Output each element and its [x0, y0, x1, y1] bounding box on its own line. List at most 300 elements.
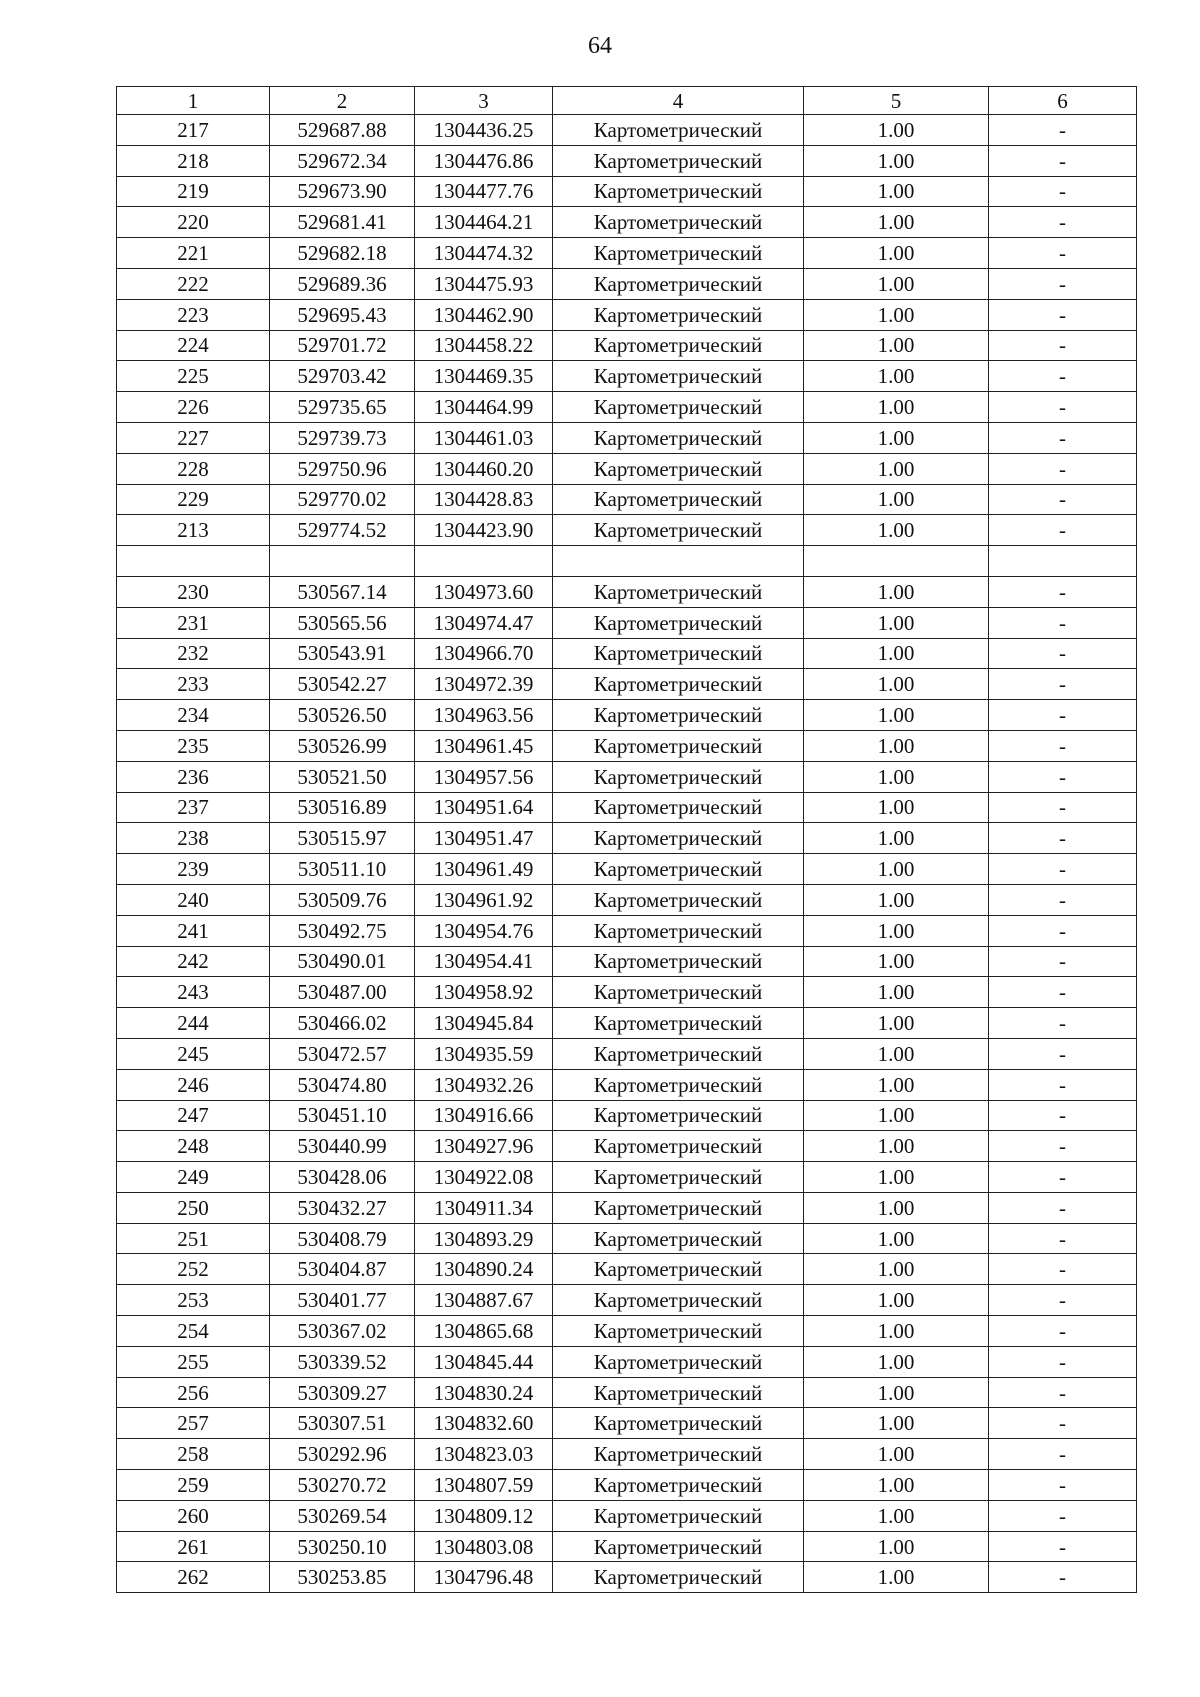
x-coordinate-cell: 529672.34: [270, 145, 415, 176]
accuracy-cell: 1.00: [804, 392, 989, 423]
accuracy-cell: 1.00: [804, 1100, 989, 1131]
y-coordinate-cell: 1304464.21: [415, 207, 553, 238]
accuracy-cell: 1.00: [804, 669, 989, 700]
table-row: [117, 915, 1137, 946]
x-coordinate-cell: 530474.80: [270, 1069, 415, 1100]
table-row: [117, 792, 1137, 823]
x-coordinate-cell: 530339.52: [270, 1346, 415, 1377]
description-cell: -: [989, 515, 1137, 546]
table-row: [117, 638, 1137, 669]
y-coordinate-cell: 1304423.90: [415, 515, 553, 546]
x-coordinate-cell: 530404.87: [270, 1254, 415, 1285]
accuracy-cell: 1.00: [804, 268, 989, 299]
point-number-cell: 235: [117, 730, 270, 761]
description-cell: -: [989, 823, 1137, 854]
table-row: [117, 1316, 1137, 1347]
description-cell: -: [989, 145, 1137, 176]
point-number-cell: 232: [117, 638, 270, 669]
x-coordinate-cell: 530567.14: [270, 576, 415, 607]
table-row: [117, 761, 1137, 792]
method-cell: Картометрический: [553, 1131, 804, 1162]
y-coordinate-cell: 1304951.47: [415, 823, 553, 854]
y-coordinate-cell: 1304462.90: [415, 299, 553, 330]
point-number-cell: 262: [117, 1562, 270, 1593]
table-row: [117, 1131, 1137, 1162]
x-coordinate-cell: 530521.50: [270, 761, 415, 792]
x-coordinate-cell: 530542.27: [270, 669, 415, 700]
method-cell: Картометрический: [553, 1316, 804, 1347]
point-number-cell: 213: [117, 515, 270, 546]
accuracy-cell: 1.00: [804, 946, 989, 977]
method-cell: Картометрический: [553, 145, 804, 176]
accuracy-cell: 1.00: [804, 1131, 989, 1162]
table-row: [117, 145, 1137, 176]
y-coordinate-cell: 1304932.26: [415, 1069, 553, 1100]
table-row: [117, 422, 1137, 453]
y-coordinate-cell: 1304890.24: [415, 1254, 553, 1285]
point-number-cell: 256: [117, 1377, 270, 1408]
table-header-row: [117, 87, 1137, 115]
table-row: [117, 1069, 1137, 1100]
method-cell: Картометрический: [553, 1408, 804, 1439]
point-number-cell: 221: [117, 238, 270, 269]
point-number-cell: 223: [117, 299, 270, 330]
point-number-cell: 222: [117, 268, 270, 299]
method-cell: Картометрический: [553, 1531, 804, 1562]
y-coordinate-cell: 1304796.48: [415, 1562, 553, 1593]
description-cell: -: [989, 115, 1137, 146]
table-row: [117, 207, 1137, 238]
x-coordinate-cell: 530516.89: [270, 792, 415, 823]
y-coordinate-cell: 1304951.64: [415, 792, 553, 823]
y-coordinate-cell: 1304893.29: [415, 1223, 553, 1254]
accuracy-cell: 1.00: [804, 145, 989, 176]
y-coordinate-cell: 1304961.92: [415, 884, 553, 915]
point-number-cell: [117, 546, 270, 577]
method-cell: Картометрический: [553, 515, 804, 546]
x-coordinate-cell: 529687.88: [270, 115, 415, 146]
method-cell: Картометрический: [553, 1346, 804, 1377]
method-cell: Картометрический: [553, 669, 804, 700]
table-row: [117, 1562, 1137, 1593]
x-coordinate-cell: 530565.56: [270, 607, 415, 638]
point-number-cell: 228: [117, 453, 270, 484]
column-header-4: 4: [553, 87, 804, 115]
y-coordinate-cell: 1304957.56: [415, 761, 553, 792]
point-number-cell: 260: [117, 1500, 270, 1531]
point-number-cell: 239: [117, 854, 270, 885]
description-cell: [989, 546, 1137, 577]
x-coordinate-cell: 529681.41: [270, 207, 415, 238]
point-number-cell: 231: [117, 607, 270, 638]
point-number-cell: 230: [117, 576, 270, 607]
accuracy-cell: 1.00: [804, 607, 989, 638]
table-row: [117, 977, 1137, 1008]
table-row: [117, 1346, 1137, 1377]
description-cell: -: [989, 1131, 1137, 1162]
point-number-cell: 251: [117, 1223, 270, 1254]
table-row: [117, 823, 1137, 854]
table-row: [117, 361, 1137, 392]
column-header-1: 1: [117, 87, 270, 115]
y-coordinate-cell: 1304460.20: [415, 453, 553, 484]
table-row: [117, 176, 1137, 207]
x-coordinate-cell: 530543.91: [270, 638, 415, 669]
accuracy-cell: 1.00: [804, 915, 989, 946]
method-cell: Картометрический: [553, 1038, 804, 1069]
point-number-cell: 255: [117, 1346, 270, 1377]
accuracy-cell: 1.00: [804, 207, 989, 238]
x-coordinate-cell: 530250.10: [270, 1531, 415, 1562]
description-cell: -: [989, 1285, 1137, 1316]
x-coordinate-cell: 530515.97: [270, 823, 415, 854]
description-cell: -: [989, 176, 1137, 207]
y-coordinate-cell: 1304469.35: [415, 361, 553, 392]
accuracy-cell: 1.00: [804, 1285, 989, 1316]
x-coordinate-cell: 529750.96: [270, 453, 415, 484]
description-cell: -: [989, 730, 1137, 761]
accuracy-cell: 1.00: [804, 330, 989, 361]
x-coordinate-cell: 530487.00: [270, 977, 415, 1008]
accuracy-cell: 1.00: [804, 115, 989, 146]
description-cell: -: [989, 607, 1137, 638]
table-row: [117, 1439, 1137, 1470]
method-cell: Картометрический: [553, 1562, 804, 1593]
x-coordinate-cell: 529673.90: [270, 176, 415, 207]
method-cell: Картометрический: [553, 1008, 804, 1039]
y-coordinate-cell: 1304464.99: [415, 392, 553, 423]
method-cell: Картометрический: [553, 453, 804, 484]
method-cell: Картометрический: [553, 392, 804, 423]
x-coordinate-cell: 530526.50: [270, 700, 415, 731]
point-number-cell: 249: [117, 1162, 270, 1193]
x-coordinate-cell: 530432.27: [270, 1192, 415, 1223]
x-coordinate-cell: 530269.54: [270, 1500, 415, 1531]
method-cell: Картометрический: [553, 1162, 804, 1193]
y-coordinate-cell: 1304458.22: [415, 330, 553, 361]
accuracy-cell: 1.00: [804, 1408, 989, 1439]
y-coordinate-cell: 1304428.83: [415, 484, 553, 515]
y-coordinate-cell: 1304927.96: [415, 1131, 553, 1162]
table-row: [117, 1038, 1137, 1069]
x-coordinate-cell: [270, 546, 415, 577]
y-coordinate-cell: 1304911.34: [415, 1192, 553, 1223]
table-row: [117, 1531, 1137, 1562]
x-coordinate-cell: 529770.02: [270, 484, 415, 515]
table-row: [117, 1254, 1137, 1285]
description-cell: -: [989, 238, 1137, 269]
method-cell: Картометрический: [553, 115, 804, 146]
y-coordinate-cell: 1304845.44: [415, 1346, 553, 1377]
y-coordinate-cell: 1304966.70: [415, 638, 553, 669]
accuracy-cell: 1.00: [804, 854, 989, 885]
point-number-cell: 225: [117, 361, 270, 392]
description-cell: -: [989, 915, 1137, 946]
accuracy-cell: 1.00: [804, 700, 989, 731]
y-coordinate-cell: 1304972.39: [415, 669, 553, 700]
method-cell: Картометрический: [553, 361, 804, 392]
table-row: [117, 1500, 1137, 1531]
point-number-cell: 247: [117, 1100, 270, 1131]
method-cell: Картометрический: [553, 607, 804, 638]
x-coordinate-cell: 530492.75: [270, 915, 415, 946]
method-cell: Картометрический: [553, 823, 804, 854]
point-number-cell: 257: [117, 1408, 270, 1439]
method-cell: Картометрический: [553, 1439, 804, 1470]
x-coordinate-cell: 530408.79: [270, 1223, 415, 1254]
description-cell: -: [989, 1192, 1137, 1223]
point-number-cell: 238: [117, 823, 270, 854]
accuracy-cell: 1.00: [804, 176, 989, 207]
column-header-5: 5: [804, 87, 989, 115]
table-row: [117, 1162, 1137, 1193]
table-row: [117, 700, 1137, 731]
point-number-cell: 253: [117, 1285, 270, 1316]
description-cell: -: [989, 1223, 1137, 1254]
method-cell: Картометрический: [553, 638, 804, 669]
column-header-2: 2: [270, 87, 415, 115]
description-cell: -: [989, 392, 1137, 423]
method-cell: Картометрический: [553, 884, 804, 915]
method-cell: Картометрический: [553, 854, 804, 885]
method-cell: Картометрический: [553, 1377, 804, 1408]
table-row: [117, 1192, 1137, 1223]
description-cell: -: [989, 700, 1137, 731]
y-coordinate-cell: 1304474.32: [415, 238, 553, 269]
method-cell: Картометрический: [553, 1254, 804, 1285]
method-cell: Картометрический: [553, 176, 804, 207]
accuracy-cell: 1.00: [804, 1223, 989, 1254]
y-coordinate-cell: 1304436.25: [415, 115, 553, 146]
description-cell: -: [989, 1316, 1137, 1347]
table-row: [117, 453, 1137, 484]
description-cell: -: [989, 1531, 1137, 1562]
x-coordinate-cell: 529774.52: [270, 515, 415, 546]
y-coordinate-cell: 1304954.76: [415, 915, 553, 946]
method-cell: Картометрический: [553, 700, 804, 731]
table-row: [117, 1285, 1137, 1316]
accuracy-cell: 1.00: [804, 515, 989, 546]
point-number-cell: 218: [117, 145, 270, 176]
y-coordinate-cell: 1304832.60: [415, 1408, 553, 1439]
accuracy-cell: 1.00: [804, 361, 989, 392]
x-coordinate-cell: 529739.73: [270, 422, 415, 453]
point-number-cell: 261: [117, 1531, 270, 1562]
y-coordinate-cell: 1304935.59: [415, 1038, 553, 1069]
y-coordinate-cell: 1304830.24: [415, 1377, 553, 1408]
x-coordinate-cell: 530490.01: [270, 946, 415, 977]
point-number-cell: 229: [117, 484, 270, 515]
point-number-cell: 242: [117, 946, 270, 977]
y-coordinate-cell: 1304958.92: [415, 977, 553, 1008]
description-cell: -: [989, 422, 1137, 453]
y-coordinate-cell: 1304922.08: [415, 1162, 553, 1193]
description-cell: -: [989, 854, 1137, 885]
y-coordinate-cell: 1304961.49: [415, 854, 553, 885]
page-number: 64: [588, 33, 612, 59]
accuracy-cell: 1.00: [804, 1069, 989, 1100]
accuracy-cell: 1.00: [804, 238, 989, 269]
table-row: [117, 299, 1137, 330]
y-coordinate-cell: 1304961.45: [415, 730, 553, 761]
point-number-cell: 246: [117, 1069, 270, 1100]
description-cell: -: [989, 330, 1137, 361]
point-number-cell: 248: [117, 1131, 270, 1162]
accuracy-cell: 1.00: [804, 1254, 989, 1285]
method-cell: Картометрический: [553, 484, 804, 515]
x-coordinate-cell: 530440.99: [270, 1131, 415, 1162]
table-row: [117, 1008, 1137, 1039]
method-cell: Картометрический: [553, 730, 804, 761]
method-cell: Картометрический: [553, 422, 804, 453]
table-row: [117, 1470, 1137, 1501]
description-cell: -: [989, 946, 1137, 977]
y-coordinate-cell: [415, 546, 553, 577]
accuracy-cell: 1.00: [804, 1192, 989, 1223]
coordinates-table: [116, 86, 1137, 1593]
accuracy-cell: 1.00: [804, 422, 989, 453]
accuracy-cell: 1.00: [804, 1008, 989, 1039]
point-number-cell: 219: [117, 176, 270, 207]
table-row: [117, 1377, 1137, 1408]
table-row: [117, 884, 1137, 915]
description-cell: -: [989, 638, 1137, 669]
method-cell: Картометрический: [553, 299, 804, 330]
description-cell: -: [989, 1562, 1137, 1593]
description-cell: -: [989, 453, 1137, 484]
description-cell: -: [989, 484, 1137, 515]
description-cell: -: [989, 1038, 1137, 1069]
accuracy-cell: 1.00: [804, 1439, 989, 1470]
point-number-cell: 245: [117, 1038, 270, 1069]
x-coordinate-cell: 530309.27: [270, 1377, 415, 1408]
description-cell: -: [989, 299, 1137, 330]
accuracy-cell: 1.00: [804, 453, 989, 484]
accuracy-cell: 1.00: [804, 1562, 989, 1593]
description-cell: -: [989, 268, 1137, 299]
x-coordinate-cell: 530367.02: [270, 1316, 415, 1347]
accuracy-cell: 1.00: [804, 1316, 989, 1347]
table-row: [117, 607, 1137, 638]
x-coordinate-cell: 530253.85: [270, 1562, 415, 1593]
point-number-cell: 252: [117, 1254, 270, 1285]
x-coordinate-cell: 529682.18: [270, 238, 415, 269]
y-coordinate-cell: 1304916.66: [415, 1100, 553, 1131]
point-number-cell: 243: [117, 977, 270, 1008]
table-row: [117, 730, 1137, 761]
method-cell: Картометрический: [553, 792, 804, 823]
description-cell: -: [989, 792, 1137, 823]
description-cell: -: [989, 761, 1137, 792]
y-coordinate-cell: 1304823.03: [415, 1439, 553, 1470]
method-cell: Картометрический: [553, 1192, 804, 1223]
method-cell: Картометрический: [553, 207, 804, 238]
description-cell: -: [989, 361, 1137, 392]
accuracy-cell: 1.00: [804, 1470, 989, 1501]
table-row: [117, 238, 1137, 269]
table-row: [117, 268, 1137, 299]
description-cell: -: [989, 1100, 1137, 1131]
x-coordinate-cell: 529735.65: [270, 392, 415, 423]
description-cell: -: [989, 977, 1137, 1008]
method-cell: Картометрический: [553, 761, 804, 792]
description-cell: -: [989, 1008, 1137, 1039]
method-cell: Картометрический: [553, 977, 804, 1008]
table-row: [117, 1223, 1137, 1254]
x-coordinate-cell: 530472.57: [270, 1038, 415, 1069]
description-cell: -: [989, 1470, 1137, 1501]
point-number-cell: 240: [117, 884, 270, 915]
x-coordinate-cell: 529695.43: [270, 299, 415, 330]
y-coordinate-cell: 1304461.03: [415, 422, 553, 453]
method-cell: Картометрический: [553, 1100, 804, 1131]
description-cell: -: [989, 1377, 1137, 1408]
x-coordinate-cell: 530511.10: [270, 854, 415, 885]
column-header-6: 6: [989, 87, 1137, 115]
description-cell: -: [989, 1254, 1137, 1285]
description-cell: -: [989, 207, 1137, 238]
y-coordinate-cell: 1304887.67: [415, 1285, 553, 1316]
point-number-cell: 244: [117, 1008, 270, 1039]
x-coordinate-cell: 530401.77: [270, 1285, 415, 1316]
point-number-cell: 234: [117, 700, 270, 731]
accuracy-cell: 1.00: [804, 1346, 989, 1377]
x-coordinate-cell: 530526.99: [270, 730, 415, 761]
accuracy-cell: 1.00: [804, 1377, 989, 1408]
accuracy-cell: 1.00: [804, 823, 989, 854]
x-coordinate-cell: 529701.72: [270, 330, 415, 361]
description-cell: -: [989, 1439, 1137, 1470]
x-coordinate-cell: 530466.02: [270, 1008, 415, 1039]
method-cell: Картометрический: [553, 330, 804, 361]
point-number-cell: 241: [117, 915, 270, 946]
accuracy-cell: 1.00: [804, 1038, 989, 1069]
method-cell: Картометрический: [553, 1470, 804, 1501]
description-cell: -: [989, 884, 1137, 915]
accuracy-cell: 1.00: [804, 638, 989, 669]
table-row: [117, 330, 1137, 361]
point-number-cell: 220: [117, 207, 270, 238]
point-number-cell: 236: [117, 761, 270, 792]
point-number-cell: 250: [117, 1192, 270, 1223]
column-header-3: 3: [415, 87, 553, 115]
point-number-cell: 233: [117, 669, 270, 700]
point-number-cell: 258: [117, 1439, 270, 1470]
y-coordinate-cell: 1304963.56: [415, 700, 553, 731]
method-cell: Картометрический: [553, 946, 804, 977]
y-coordinate-cell: 1304945.84: [415, 1008, 553, 1039]
accuracy-cell: 1.00: [804, 1531, 989, 1562]
method-cell: [553, 546, 804, 577]
x-coordinate-cell: 530270.72: [270, 1470, 415, 1501]
x-coordinate-cell: 530428.06: [270, 1162, 415, 1193]
y-coordinate-cell: 1304973.60: [415, 576, 553, 607]
point-number-cell: 227: [117, 422, 270, 453]
accuracy-cell: 1.00: [804, 576, 989, 607]
accuracy-cell: 1.00: [804, 792, 989, 823]
accuracy-cell: 1.00: [804, 761, 989, 792]
accuracy-cell: 1.00: [804, 977, 989, 1008]
description-cell: -: [989, 576, 1137, 607]
table-row: [117, 1408, 1137, 1439]
point-number-cell: 259: [117, 1470, 270, 1501]
accuracy-cell: [804, 546, 989, 577]
x-coordinate-cell: 529689.36: [270, 268, 415, 299]
y-coordinate-cell: 1304954.41: [415, 946, 553, 977]
method-cell: Картометрический: [553, 915, 804, 946]
table-row: [117, 1100, 1137, 1131]
y-coordinate-cell: 1304475.93: [415, 268, 553, 299]
